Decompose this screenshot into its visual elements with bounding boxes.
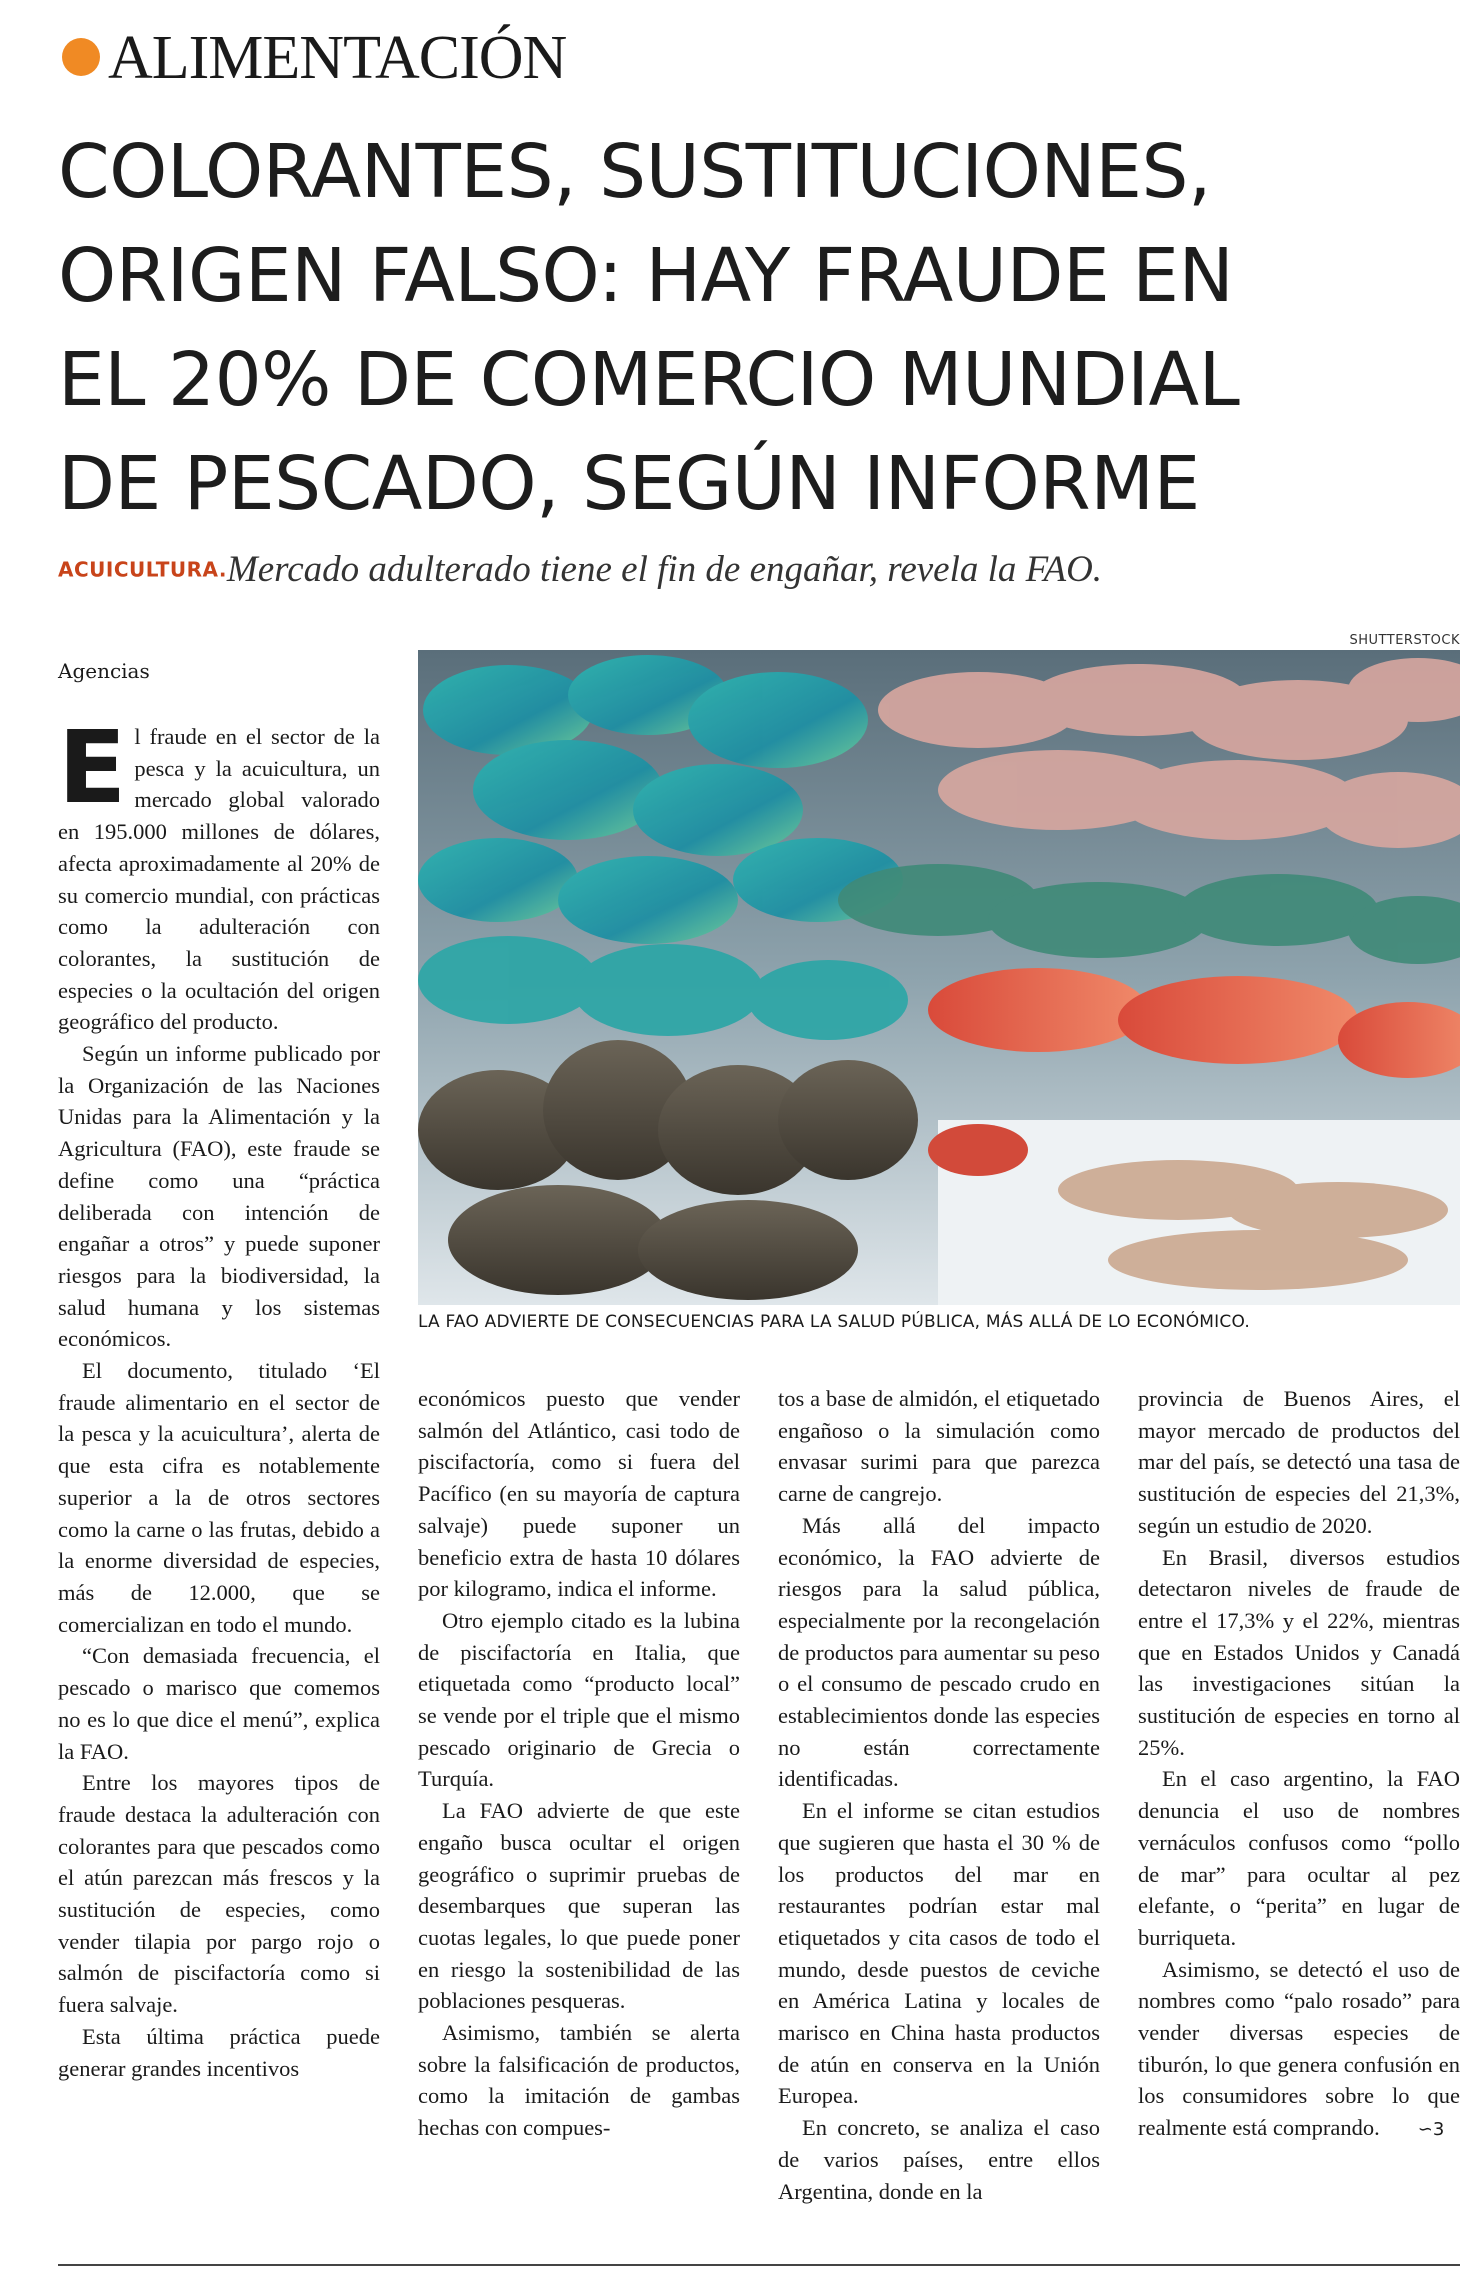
article-column-3: [778, 1383, 1100, 2207]
dropcap: E: [58, 709, 127, 826]
headline: [58, 120, 1458, 536]
article-paragraph: tos a base de almidón, el etiquetado engañoso o la simulación como envasar surimi para que parezca carne de cangrejo.: [778, 1386, 1100, 1507]
article-paragraph: económicos puesto que vender salmón del Atlántico, casi todo de piscifactoría, como si fuera del Pacífico (en su mayoría de captura salvaje) puede suponer un beneficio extra de hasta 10 dólares por kilogramo, indica el informe.: [418, 1386, 740, 1602]
article-paragraph: “Con demasiada frecuencia, el pescado o marisco que comemos no es lo que dice el menú”, explica la FAO.: [58, 1643, 380, 1764]
fish-market-photo: [418, 650, 1460, 1305]
article-paragraph: En el informe se citan estudios que sugieren que hasta el 30 % de los productos del mar en restaurantes podrían estar mal etiquetados y cita casos de todo el mundo, desde puestos de ceviche en América Latina y locales de marisco en China hasta productos de atún en conserva en la Unión Europea.: [778, 1798, 1100, 2109]
photo-caption: LA FAO ADVIERTE DE CONSECUENCIAS PARA LA SALUD PÚBLICA, MÁS ALLÁ DE LO ECONÓMICO.: [418, 1312, 1250, 1332]
article-column-1: [58, 709, 380, 2084]
section-marker-dot: [62, 38, 100, 76]
kicker: [58, 548, 1102, 591]
kicker-text: Mercado adulterado tiene el fin de engañar, revela la FAO.: [226, 549, 1103, 590]
article-paragraph: Entre los mayores tipos de fraude destaca la adulteración con colorantes para que pescados como el atún parezcan más frescos y la sustitución de especies, como vender tilapia por pargo rojo o salmón de piscifactoría como si fuera salvaje.: [58, 1770, 380, 2018]
headline-line-1: COLORANTES, SUSTITUCIONES,: [58, 129, 1211, 215]
article-paragraph: En el caso argentino, la FAO denuncia el uso de nombres vernáculos confusos como “pollo de mar” para ocultar al pez elefante, o “perita” en lugar de burriqueta.: [1138, 1766, 1460, 1950]
article-paragraph: En concreto, se analiza el caso de varios países, entre ellos Argentina, donde en la: [778, 2115, 1100, 2204]
article-paragraph: Otro ejemplo citado es la lubina de piscifactoría en Italia, que etiquetada como “producto local” se vende por el triple que el mismo pescado originario de Grecia o Turquía.: [418, 1607, 740, 1792]
article-paragraph: provincia de Buenos Aires, el mayor mercado de productos del mar del país, se detectó una tasa de sustitución de especies del 21,3%, según un estudio de 2020.: [1138, 1386, 1460, 1538]
article-paragraph: Asimismo, se detectó el uso de nombres como “palo rosado” para vender diversas especies de tiburón, lo que genera confusión en los consumidores sobre lo que realmente está comprando. ∽3: [1138, 1954, 1460, 2146]
byline: Agencias: [58, 659, 150, 683]
headline-line-4: DE PESCADO, SEGÚN INFORME: [58, 441, 1200, 527]
article-column-2: [418, 1383, 740, 2144]
photo-credit: SHUTTERSTOCK: [1349, 633, 1460, 648]
bottom-rule: [58, 2264, 1460, 2266]
article-paragraph: En Brasil, diversos estudios detectaron niveles de fraude de entre el 17,3% y el 22%, mientras que en Estados Unidos y Canadá las investigaciones sitúan la sustitución de especies en torno al 25%.: [1138, 1544, 1460, 1760]
article-column-4: [1138, 1383, 1460, 2146]
article-paragraph: La FAO advierte de que este engaño busca ocultar el origen geográfico o suprimir pruebas de desembarques que superan las cuotas legales, lo que puede poner en riesgo la sostenibilidad de las poblaciones pesqueras.: [418, 1798, 740, 2014]
end-of-article-icon: ∽3: [1417, 2119, 1445, 2141]
kicker-tag: ACUICULTURA.: [58, 557, 227, 582]
article-paragraph: El fraude en el sector de la pesca y la acuicultura, un mercado global valorado en 195.000 millones de dólares, afecta aproximadamente al 20% de su comercio mundial, con prácticas como la adulteración con colorantes, la sustitución de especies o la ocultación del origen geográfico del producto.: [58, 709, 380, 1035]
section-label: ALIMENTACIÓN: [108, 24, 567, 92]
article-paragraph: Más allá del impacto económico, la FAO advierte de riesgos para la salud pública, especialmente por la recongelación de productos para aumentar su peso o el consumo de pescado crudo en establecimientos donde las especies no están correctamente identificadas.: [778, 1512, 1100, 1792]
headline-line-3: EL 20% DE COMERCIO MUNDIAL: [58, 337, 1240, 423]
article-paragraph: Asimismo, también se alerta sobre la falsificación de productos, como la imitación de gambas hechas con compues-: [418, 2020, 740, 2141]
article-paragraph: Según un informe publicado por la Organización de las Naciones Unidas para la Alimentación y la Agricultura (FAO), este fraude se define como una “práctica deliberada con intención de engañar a otros” y puede suponer riesgos para la biodiversidad, la salud humana y los sistemas económicos.: [58, 1041, 380, 1352]
article-paragraph: El documento, titulado ‘El fraude alimentario en el sector de la pesca y la acuicultura’, alerta de que esta cifra es notablemente superior a la de otros sectores como la carne o las frutas, debido a la enorme diversidad de especies, más de 12.000, que se comercializan en todo el mundo.: [58, 1358, 380, 1637]
fish-market-illustration: [418, 650, 1460, 1305]
article-paragraph: Esta última práctica puede generar grandes incentivos: [58, 2023, 380, 2081]
headline-line-2: ORIGEN FALSO: HAY FRAUDE EN: [58, 233, 1234, 319]
